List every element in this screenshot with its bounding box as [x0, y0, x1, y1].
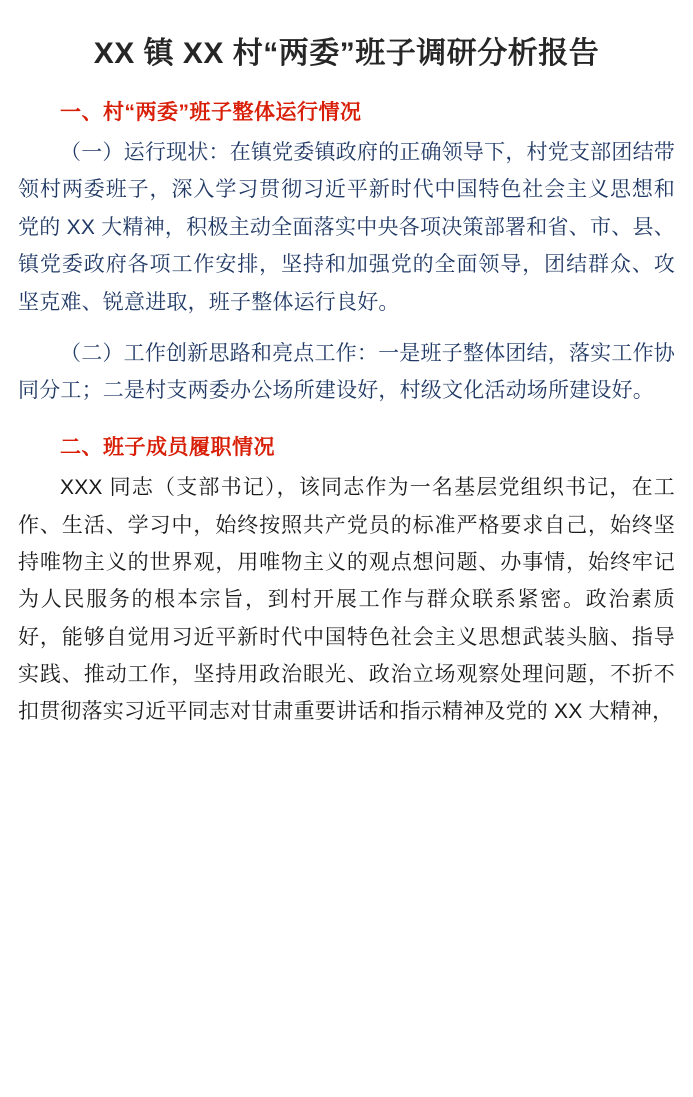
section-heading-2: 二、班子成员履职情况 [60, 435, 275, 459]
section-2-paragraph-1: XXX 同志（支部书记），该同志作为一名基层党组织书记，在工作、生活、学习中，始终按照共产党员的标准严格要求自己，始终坚持唯物主义的世界观，用唯物主义的观点想问题、办事情，始终牢记为人民服务的根本宗旨，到村开展工作与群众联系紧密。政治素质好，能够自觉用习近平新时代中国特色社会主义思想武装头脑、指导实践、推动工作，坚持用政治眼光、政治立场观察处理问题，不折不扣贯彻落实习近平同志对甘肃重要讲话和指示精神及党的 XX 大精神， [18, 476, 675, 724]
section-1-paragraph-1: （一）运行现状：在镇党委镇政府的正确领导下，村党支部团结带领村两委班子，深入学习贯彻习近平新时代中国特色社会主义思想和党的 XX 大精神，积极主动全面落实中央各项决策部署和省、市、县、镇党委政府各项工作安排，坚持和加强党的全面领导，团结群众、攻坚克难、锐意进取，班子整体运行良好。 [18, 141, 675, 314]
section-1-paragraph-2: （二）工作创新思路和亮点工作：一是班子整体团结，落实工作协同分工；二是村支两委办公场所建设好，村级文化活动场所建设好。 [18, 341, 675, 403]
page-title: XX 镇 XX 村“两委”班子调研分析报告 [93, 37, 600, 70]
section-spacer [18, 414, 675, 424]
section-heading-1: 一、村“两委”班子整体运行情况 [60, 100, 362, 124]
paragraph-spacer [18, 325, 675, 335]
